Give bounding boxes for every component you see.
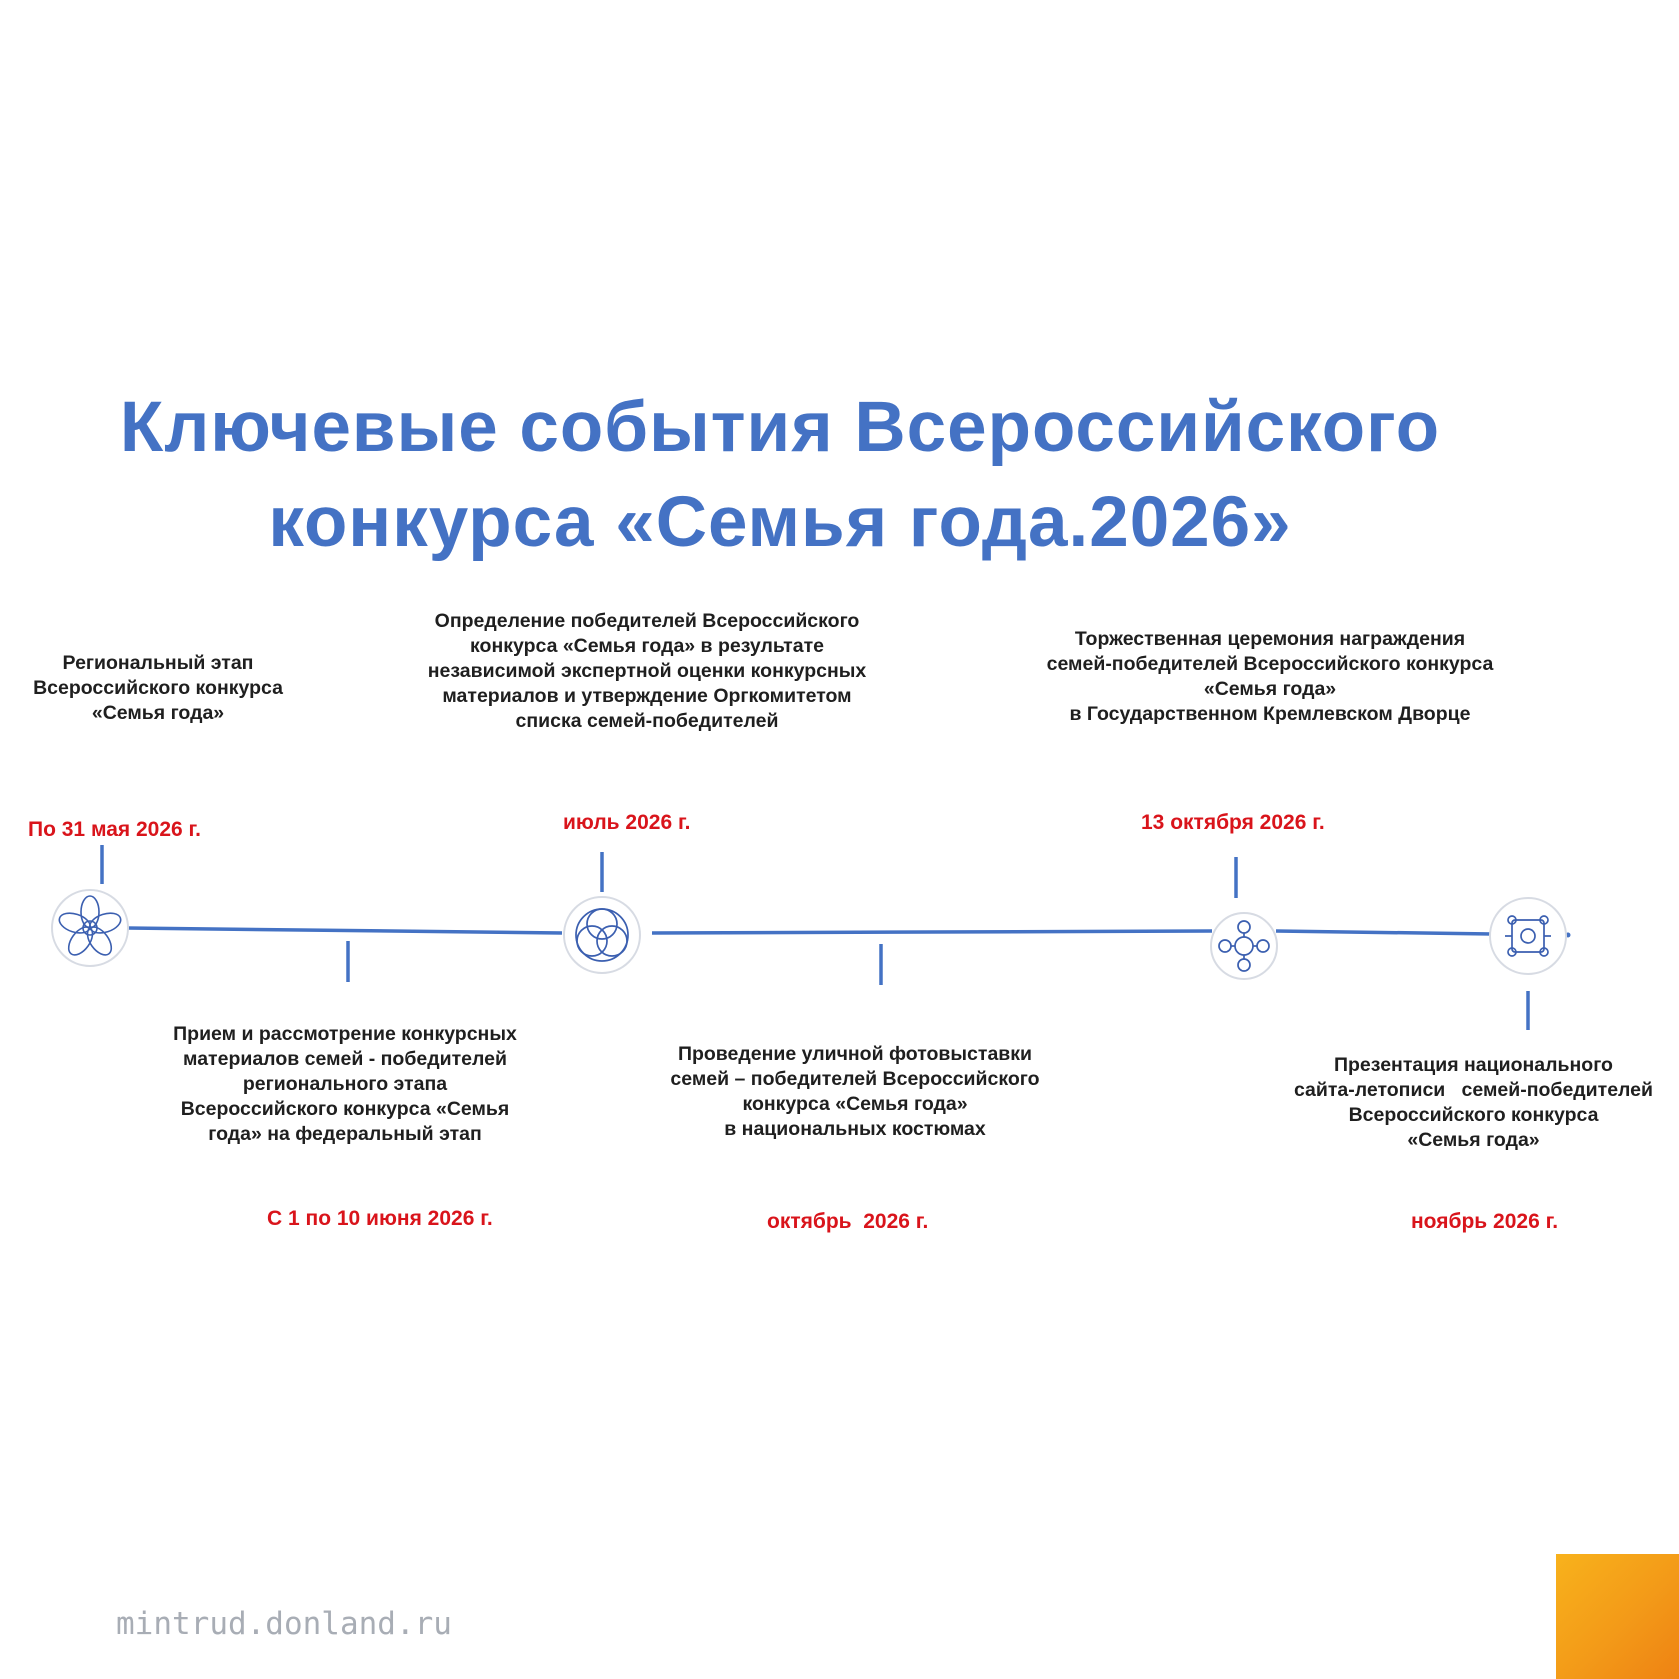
event-date-5: 13 октября 2026 г. [1141,811,1325,834]
linked-rings-icon [1211,913,1277,979]
timeline-line [126,928,562,933]
ornament-icon [1490,898,1566,974]
event-date-6: ноябрь 2026 г. [1411,1210,1559,1233]
event-date-3: июль 2026 г. [563,811,691,834]
event-description-1: Региональный этап Всероссийского конкурса «Семья года» [33,652,283,724]
event-date-4: октябрь 2026 г. [767,1210,929,1233]
corner-accent [1556,1554,1679,1679]
timeline-line [1276,931,1492,934]
timeline-line [652,931,1212,933]
title-line-2: конкурса «Семья года.2026» [268,483,1292,562]
event-description-3: Определение победителей Всероссийского конкурса «Семья года» в результате независимой экспертной оценки конкурсных материалов и утверждение Оргкомитетом списка семей-победителей [427,610,867,732]
title-line-1: Ключевые события Всероссийского [119,388,1441,467]
flower-emblem-icon [52,890,128,966]
event-description-2: Прием и рассмотрение конкурсных материалов семей - победителей регионального этапа Всероссийского конкурса «Семья года» на федеральный этап [173,1023,517,1145]
event-description-4: Проведение уличной фотовыставки семей – победителей Всероссийского конкурса «Семья года» в национальных костюмах [670,1043,1040,1140]
event-description-6: Презентация национального сайта-летописи семей-победителей Всероссийского конкурса «Семья года» [1293,1054,1654,1151]
event-date-2: С 1 по 10 июня 2026 г. [267,1207,493,1230]
event-date-1: По 31 мая 2026 г. [28,818,202,841]
interlocking-circles-icon [564,897,640,973]
watermark: mintrud.donland.ru [116,1606,452,1642]
event-description-5: Торжественная церемония награждения семей-победителей Всероссийского конкурса «Семья года» в Государственном Кремлевском Дворце [1046,628,1494,725]
